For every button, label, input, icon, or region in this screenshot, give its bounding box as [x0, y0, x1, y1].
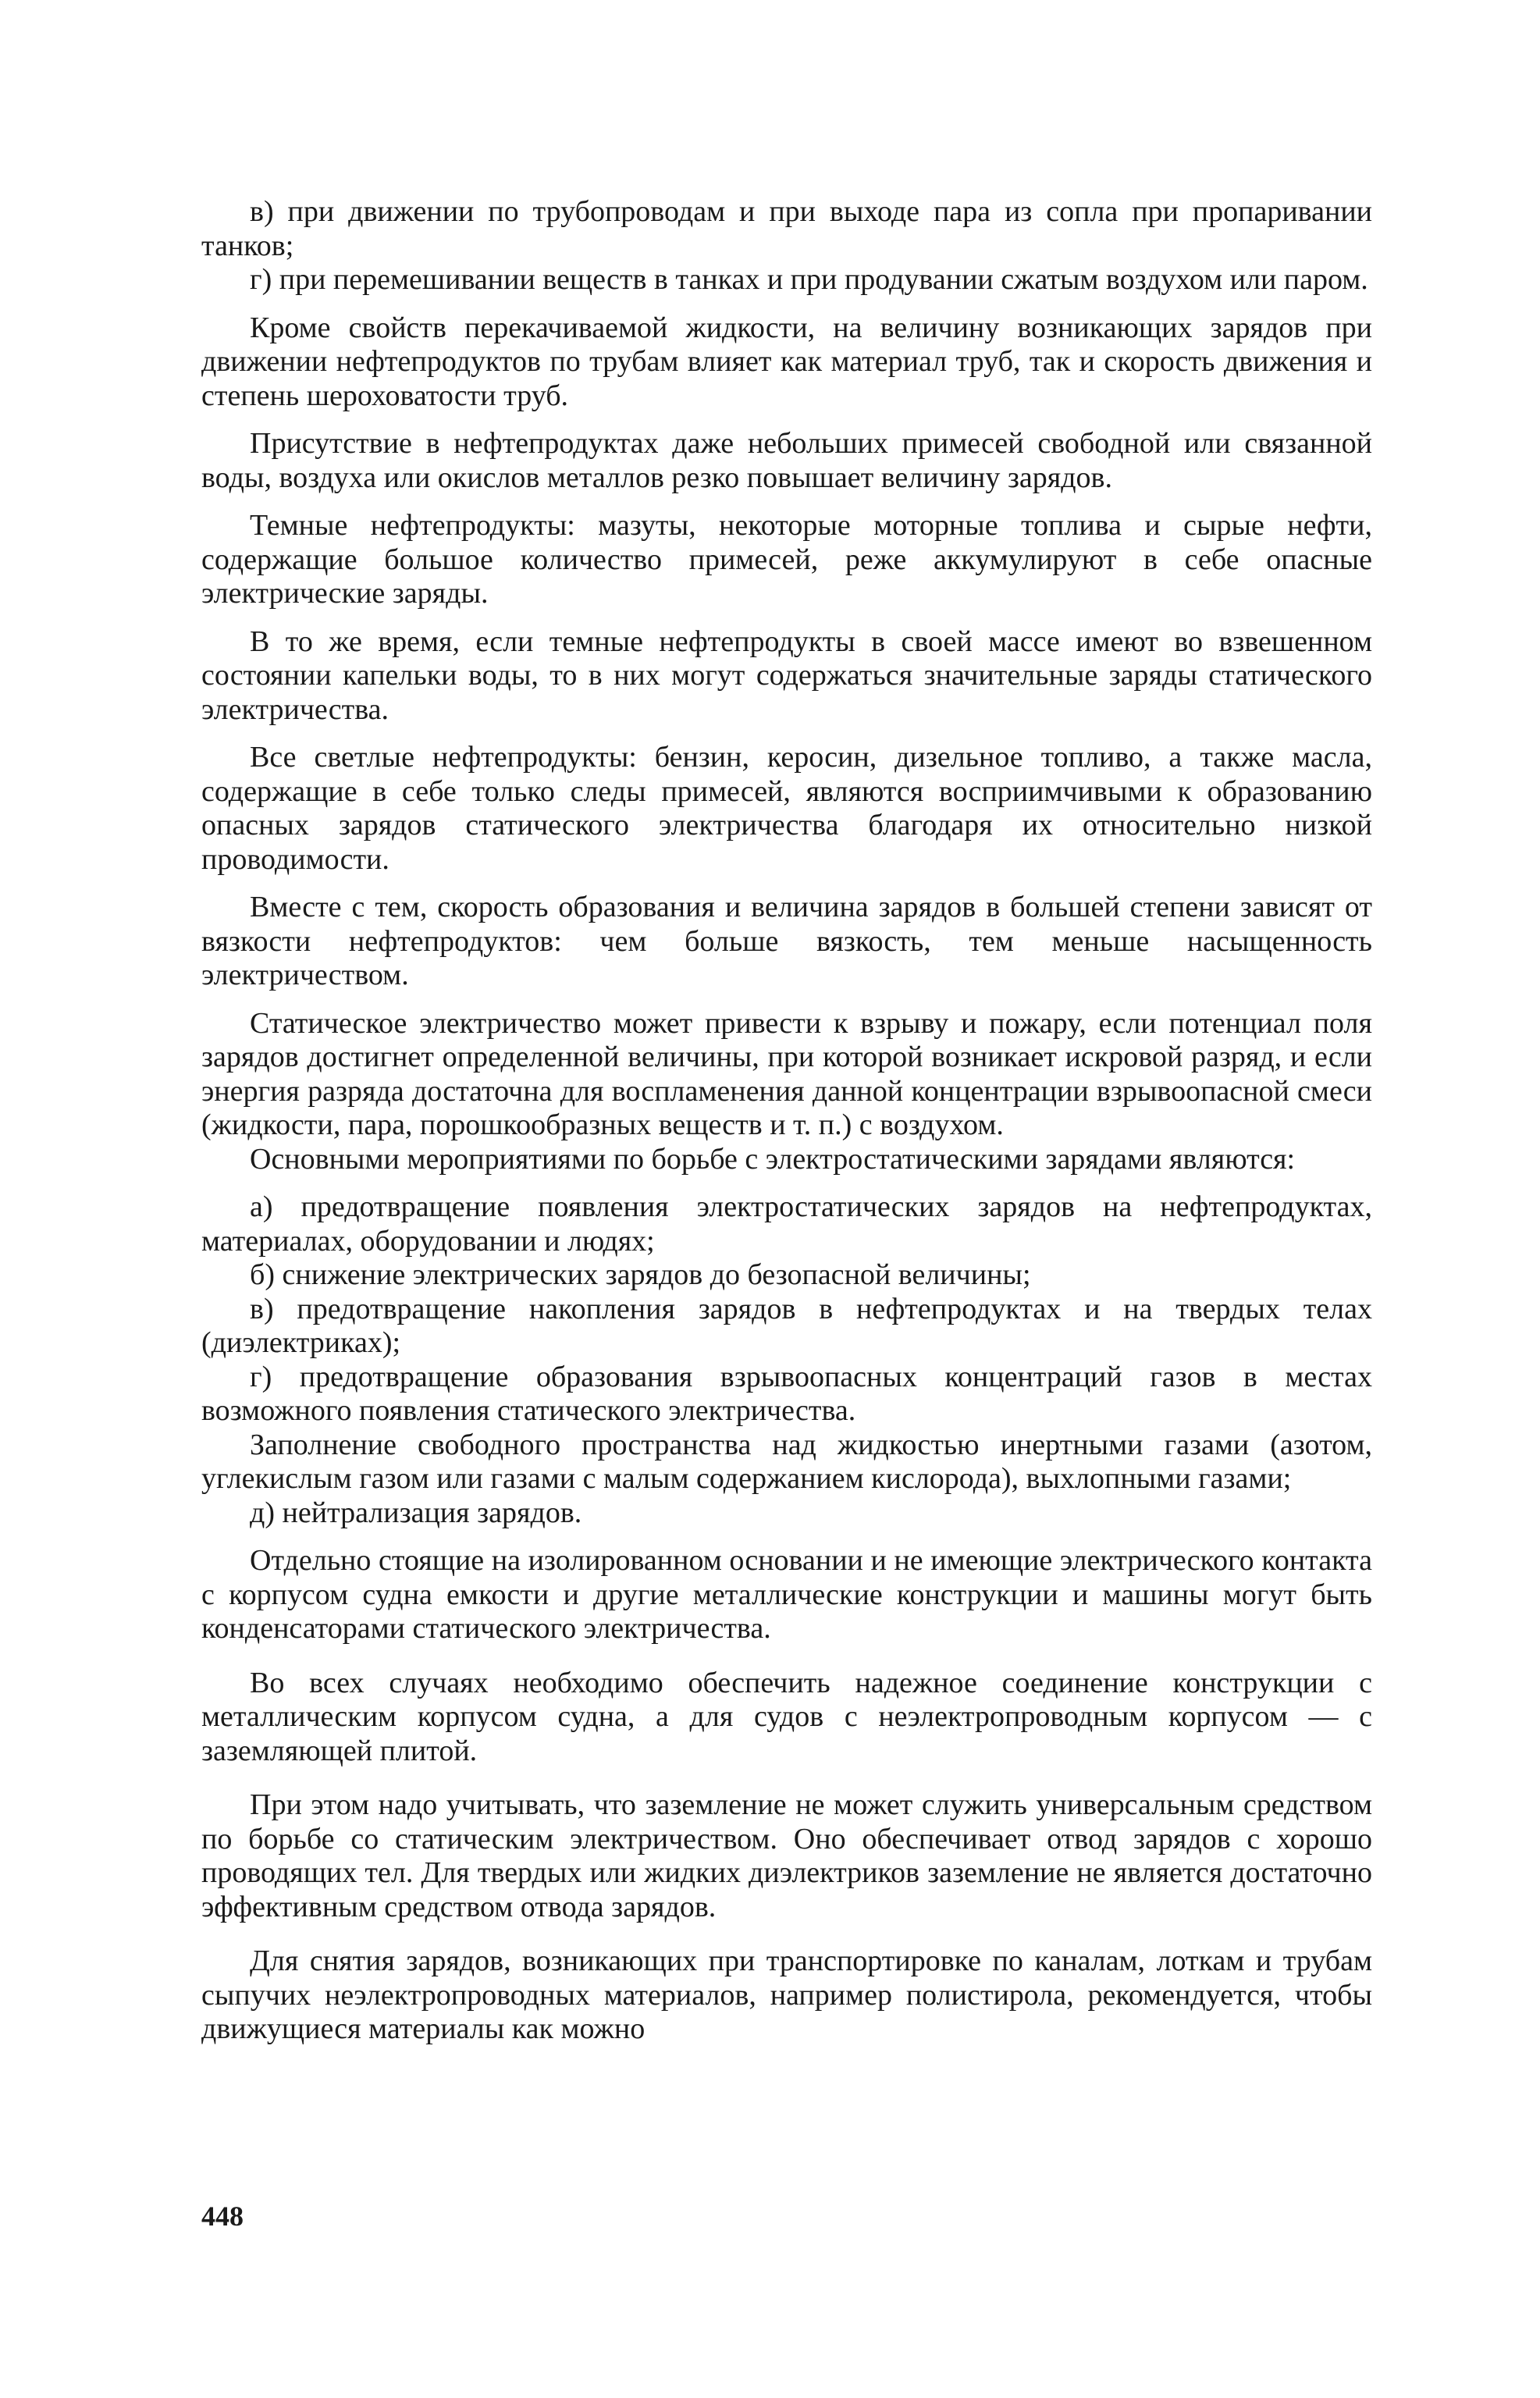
list-item-d: д) нейтрализация зарядов. — [250, 1496, 582, 1529]
paragraph-light-products: Все светлые нефтепродукты: бензин, керосин, дизельное топливо, а также масла, содержащие в себе только следы примесей, являются восприимчивыми к образованию опасных зарядов статического электричества благодаря их относительно низкой проводимости. — [201, 741, 1372, 876]
paragraph-bulk-materials: Для снятия зарядов, возникающих при транспортировке по каналам, лоткам и трубам сыпучих неэлектропроводных материалов, например полистирола, рекомендуется, чтобы движущиеся материалы как можно — [201, 1944, 1372, 2045]
paragraph-hull-connection: Во всех случаях необходимо обеспечить надежное соединение конструкции с металлическим корпусом судна, а для судов с неэлектропроводным корпусом — с заземляющей плитой. — [201, 1666, 1372, 1767]
list-item-g: г) предотвращение образования взрывоопасных концентраций газов в местах возможного появления статического электричества. — [201, 1360, 1372, 1427]
paragraph-viscosity: Вместе с тем, скорость образования и величина зарядов в большей степени зависят от вязкости нефтепродуктов: чем больше вязкость, тем меньше насыщенность электричеством. — [201, 891, 1372, 991]
paragraph-v-steaming: в) при движении по трубопроводам и при выходе пара из сопла при пропаривании танков; — [201, 195, 1372, 262]
paragraph-inert-gas: Заполнение свободного пространства над жидкостью инертными газами (азотом, углекислым газом или газами с малым содержанием кислорода), выхлопными газами; — [201, 1428, 1372, 1495]
paragraph-grounding: При этом надо учитывать, что заземление не может служить универсальным средством по борьбе со статическим электричеством. Оно обеспечивает отвод зарядов с хорошо проводящих тел. Для твердых или жидких диэлектриков заземление не является достаточно эффективным средством отвода зарядов. — [201, 1788, 1372, 1923]
paragraph-pipe-properties: Кроме свойств перекачиваемой жидкости, на величину возникающих зарядов при движении нефтепродуктов по трубам влияет как материал труб, так и скорость движения и степень шероховатости труб. — [201, 311, 1372, 412]
paragraph-main-measures: Основными мероприятиями по борьбе с электростатическими зарядами являются: — [250, 1142, 1296, 1176]
page-number: 448 — [201, 2201, 244, 2232]
paragraph-isolated-structures: Отдельно стоящие на изолированном основании и не имеющие электрического контакта с корпусом судна емкости и другие металлические конструкции и машины могут быть конденсаторами статического электричества. — [201, 1544, 1372, 1645]
list-item-a: а) предотвращение появления электростатических зарядов на нефтепродуктах, материалах, оборудовании и людях; — [201, 1190, 1372, 1258]
paragraph-water-droplets: В то же время, если темные нефтепродукты в своей массе имеют во взвешенном состоянии капельки воды, то в них могут содержаться значительные заряды статического электричества. — [201, 624, 1372, 726]
page-body — [201, 195, 1372, 2047]
paragraph-dark-products: Темные нефтепродукты: мазуты, некоторые моторные топлива и сырые нефти, содержащие большое количество примесей, реже аккумулируют в себе опасные электрические заряды. — [201, 509, 1372, 610]
list-item-b: б) снижение электрических зарядов до безопасной величины; — [250, 1258, 1031, 1291]
paragraph-explosion-risk: Статическое электричество может привести к взрыву и пожару, если потенциал поля зарядов достигнет определенной величины, при которой возникает искровой разряд, и если энергия разряда достаточна для воспламенения данной концентрации взрывоопасной смеси (жидкости, пара, порошкообразных веществ и т. п.) с воздухом. — [201, 1006, 1372, 1141]
paragraph-impurities: Присутствие в нефтепродуктах даже небольших примесей свободной или связанной воды, воздуха или окислов металлов резко повышает величину зарядов. — [201, 427, 1372, 494]
paragraph-g-mixing: г) при перемешивании веществ в танках и при продувании сжатым воздухом или паром. — [250, 263, 1368, 296]
list-item-v: в) предотвращение накопления зарядов в нефтепродуктах и на твердых телах (диэлектриках); — [201, 1292, 1372, 1359]
